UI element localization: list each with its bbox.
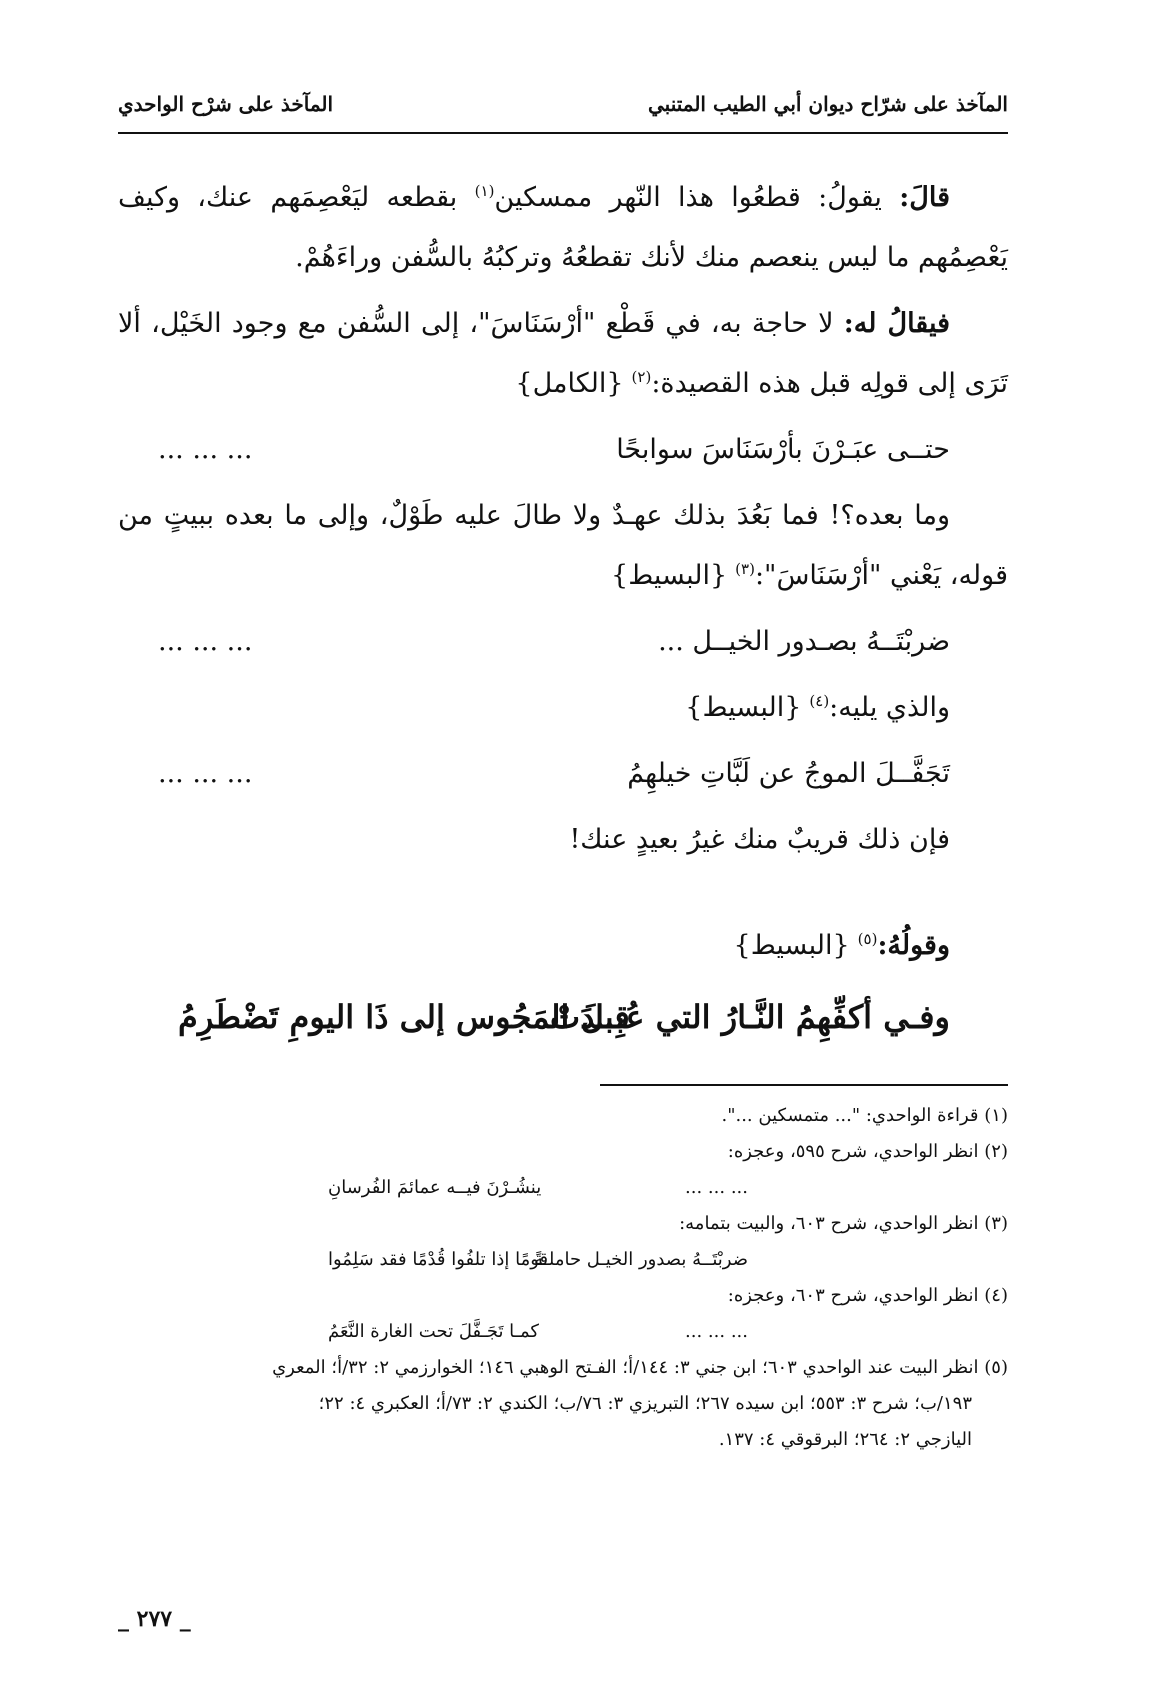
- paragraph-lead: قالَ:: [899, 182, 950, 213]
- paragraph-text: يقولُ: قطعُوا هذا النّهر ممسكين: [494, 182, 900, 213]
- footnote-ref-4: (٤): [809, 692, 830, 710]
- verse-first-hemistich: ضربْتَــهُ بصـدور الخيــل ...: [658, 626, 950, 657]
- paragraph-lead: فيقالُ له:: [843, 308, 951, 339]
- paragraph-text-rest: بقطعه ليَعْصِمَهم عنك، وكيف يَعْصِمُهم ما ليس ينعصم منك لأنك تقطعُهُ وتركبُهُ بالسُّفن وراءَهُمْ.: [118, 182, 1008, 273]
- verse-second-hemistich: قبلَ المَجُوس إلى ذَا اليومِ تَضْطَرِمُ: [178, 998, 630, 1036]
- verse-second-hemistich: كمـا تَجَـفَّلَ تحت الغارة النَّعَمُ: [328, 1321, 539, 1342]
- paragraph-3: [118, 486, 1008, 606]
- paragraph-text: فإن ذلك قريبٌ منك غيرُ بعيدٍ عنك!: [569, 824, 950, 855]
- verse-first-hemistich: حتــى عبَـرْنَ بأرْسَنَاسَ سوابحًا: [616, 434, 950, 465]
- verse-first-hemistich: ... ... ...: [685, 1177, 748, 1198]
- verse-second-hemistich: ... ... ...: [158, 434, 253, 465]
- verse-line-2: [118, 612, 1008, 672]
- paragraph-6: [118, 916, 1008, 976]
- footnote-5-line-1: (٥) انظر البيت عند الواحدي ٦٠٣؛ ابن جني ٣: ١٤٤/أ؛ الفـتح الوهبي ١٤٦؛ الخوارزمي ٢: ٣٢/أ؛ المعري: [272, 1357, 1008, 1378]
- header-section-title: المآخذ على شرْح الواحدي: [118, 92, 334, 116]
- footnote-3: (٣) انظر الواحدي، شرح ٦٠٣، والبيت بتمامه:: [679, 1213, 1008, 1234]
- footnote-2-verse: [118, 1170, 1008, 1206]
- paragraph-1: [118, 168, 1008, 288]
- footnote-4: (٤) انظر الواحدي، شرح ٦٠٣، وعجزه:: [727, 1285, 1008, 1306]
- footnotes: [118, 1098, 1008, 1458]
- header-divider: [118, 132, 1008, 134]
- verse-line-4: [118, 982, 1008, 1052]
- verse-second-hemistich: ... ... ...: [158, 626, 253, 657]
- footnote-4-verse: [118, 1314, 1008, 1350]
- verse-second-hemistich: ... ... ...: [158, 758, 253, 789]
- footnote-divider: [600, 1084, 1008, 1086]
- footnote-ref-5: (٥): [857, 930, 878, 948]
- verse-first-hemistich: ضربْتَــهُ بصدور الخيـل حاملـةً: [533, 1249, 748, 1270]
- page-number: _ ٢٧٧ _: [118, 1606, 191, 1632]
- footnote-3-verse: [118, 1242, 1008, 1278]
- paragraph-4: [118, 678, 1008, 738]
- verse-line-1: [118, 420, 1008, 480]
- verse-first-hemistich: تَجَفَّــلَ الموجُ عن لَبَّاتِ خيلهِمُ: [627, 758, 950, 789]
- meter-label: {البسيط}: [611, 560, 728, 591]
- paragraph-5: [118, 810, 1008, 870]
- footnote-5-line-2: ١٩٣/ب؛ شرح ٣: ٥٥٣؛ ابن سيده ٢٦٧؛ التبريزي ٣: ٧٦/ب؛ الكندي ٢: ٧٣/أ؛ العكبري ٤: ٢٢؛: [318, 1393, 972, 1414]
- meter-label: {الكامل}: [515, 368, 624, 399]
- verse-first-hemistich: ... ... ...: [685, 1321, 748, 1342]
- paragraph-2: [118, 294, 1008, 414]
- verse-second-hemistich: قومًا إذا تلفُوا قُدْمًا فقد سَلِمُوا: [328, 1249, 549, 1270]
- meter-label: {البسيط}: [685, 692, 802, 723]
- section-gap: [118, 876, 1008, 916]
- header-book-title: المآخذ على شرّاح ديوان أبي الطيب المتنبي: [648, 92, 1008, 116]
- footnote-ref-1: (١): [474, 182, 495, 200]
- verse-line-3: [118, 744, 1008, 804]
- main-text: [118, 168, 1008, 1058]
- footnote-1: (١) قراءة الواحدي: "... متمسكين ...".: [721, 1105, 1008, 1126]
- running-header: [118, 92, 1008, 128]
- footnote-ref-3: (٣): [735, 560, 755, 578]
- paragraph-text: والذي يليه:: [829, 692, 950, 723]
- verse-first-hemistich: وفـي أكفِّهِمُ النَّـارُ التي عُبِــدَتْ: [550, 998, 950, 1036]
- paragraph-text: وما بعده؟! فما بَعُدَ بذلك عهـدٌ ولا طالَ عليه طَوْلٌ، وإلى ما بعده ببيتٍ من قوله، يَعْني "أرْسَنَاسَ":: [118, 500, 1008, 591]
- footnote-ref-2: (٢): [631, 368, 652, 386]
- paragraph-lead: وقولُهُ:: [877, 930, 950, 961]
- footnote-5-line-3: اليازجي ٢: ٢٦٤؛ البرقوقي ٤: ١٣٧.: [718, 1429, 972, 1450]
- verse-second-hemistich: ينشُـرْنَ فيــه عمائمَ الفُرسانِ: [328, 1177, 542, 1198]
- meter-label: {البسيط}: [733, 930, 850, 961]
- paragraph-text: لا حاجة به، في قَطْع "أرْسَنَاسَ"، إلى السُّفن مع وجود الخَيْل، ألا تَرَى إلى قولِه قبل هذه القصيدة:: [118, 308, 1008, 399]
- footnote-2: (٢) انظر الواحدي، شرح ٥٩٥، وعجزه:: [727, 1141, 1008, 1162]
